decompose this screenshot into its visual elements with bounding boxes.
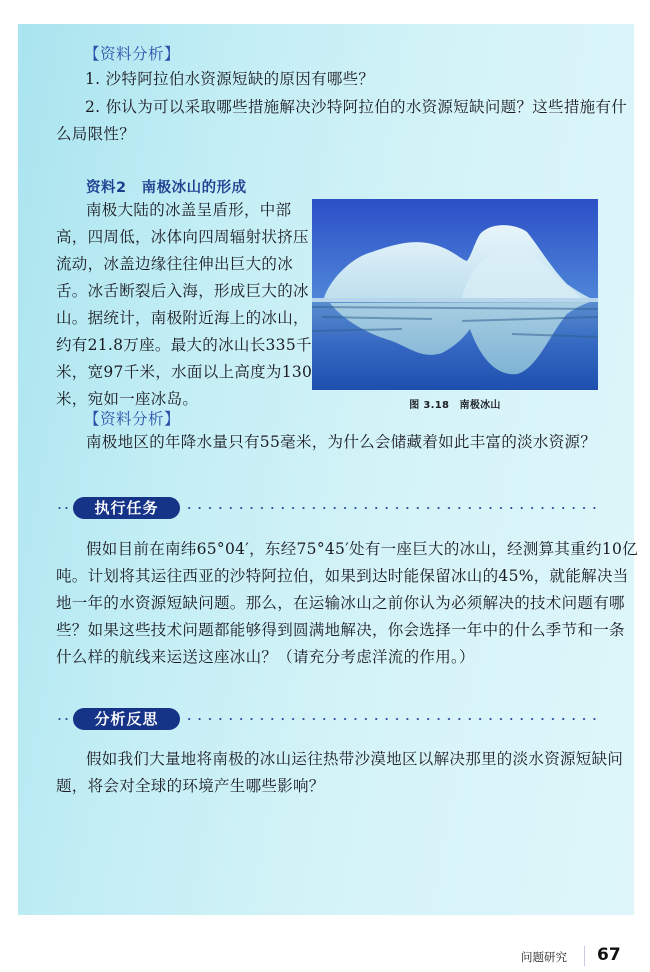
precipitation-question: 南极地区的年降水量只有55毫米，为什么会储藏着如此丰富的淡水资源？ bbox=[86, 433, 597, 451]
dotted-leader-right bbox=[184, 718, 596, 720]
analysis-label-1: 【资料分析】 bbox=[84, 45, 181, 63]
task-header bbox=[56, 497, 596, 519]
reflection-line: 假如我们大量地将南极的冰山运往热带沙漠地区以解决那里的淡水资源短缺问 bbox=[86, 750, 624, 768]
reflection-pill: 分析反思 bbox=[73, 708, 180, 730]
dotted-leader-left bbox=[56, 507, 70, 509]
task-line: 什么样的航线来运送这座冰山？（请充分考虑洋流的作用。） bbox=[56, 648, 475, 666]
body-line: 舌。冰舌断裂后入海，形成巨大的冰 bbox=[56, 282, 309, 300]
question-1: 1. 沙特阿拉伯水资源短缺的原因有哪些？ bbox=[85, 70, 375, 88]
body-line: 山。据统计，南极附近海上的冰山， bbox=[56, 309, 309, 327]
body-line: 米，宛如一座冰岛。 bbox=[56, 390, 199, 408]
dotted-leader-right bbox=[184, 507, 596, 509]
figure-caption: 图 3.18 南极冰山 bbox=[409, 400, 501, 411]
footer-section-label: 问题研究 bbox=[521, 950, 567, 964]
task-line: 假如目前在南纬65°04′，东经75°45′处有一座巨大的冰山，经测算其重约10亿 bbox=[86, 540, 638, 558]
body-line: 流动，冰盖边缘往往伸出巨大的冰 bbox=[56, 255, 294, 273]
body-line: 高，四周低，冰体向四周辐射状挤压 bbox=[56, 228, 309, 246]
task-line: 吨。计划将其运往西亚的沙特阿拉伯，如果到达时能保留冰山的45%，就能解决当 bbox=[56, 567, 629, 585]
body-line: 约有21.8万座。最大的冰山长335千 bbox=[56, 336, 312, 354]
reflection-header bbox=[56, 708, 596, 730]
body-line: 米，宽97千米，水面以上高度为130 bbox=[56, 363, 313, 381]
question-2-line-2: 么局限性？ bbox=[56, 125, 136, 143]
footer-divider bbox=[584, 946, 585, 966]
page-number: 67 bbox=[597, 945, 621, 965]
body-line: 南极大陆的冰盖呈盾形，中部 bbox=[86, 201, 292, 219]
task-line: 些？如果这些技术问题都能够得到圆满地解决，你会选择一年中的什么季节和一条 bbox=[56, 621, 625, 639]
question-2-line-1: 2. 你认为可以采取哪些措施解决沙特阿拉伯的水资源短缺问题？这些措施有什 bbox=[85, 98, 628, 116]
section-heading: 资料2 南极冰山的形成 bbox=[86, 180, 247, 196]
task-pill: 执行任务 bbox=[73, 497, 180, 519]
analysis-label-2: 【资料分析】 bbox=[84, 410, 181, 428]
dotted-leader-left bbox=[56, 718, 70, 720]
task-line: 地一年的水资源短缺问题。那么，在运输冰山之前你认为必须解决的技术问题有哪 bbox=[56, 594, 625, 612]
reflection-line: 题，将会对全球的环境产生哪些影响？ bbox=[56, 777, 325, 795]
iceberg-image-icon bbox=[312, 199, 598, 390]
iceberg-photo bbox=[312, 199, 598, 390]
